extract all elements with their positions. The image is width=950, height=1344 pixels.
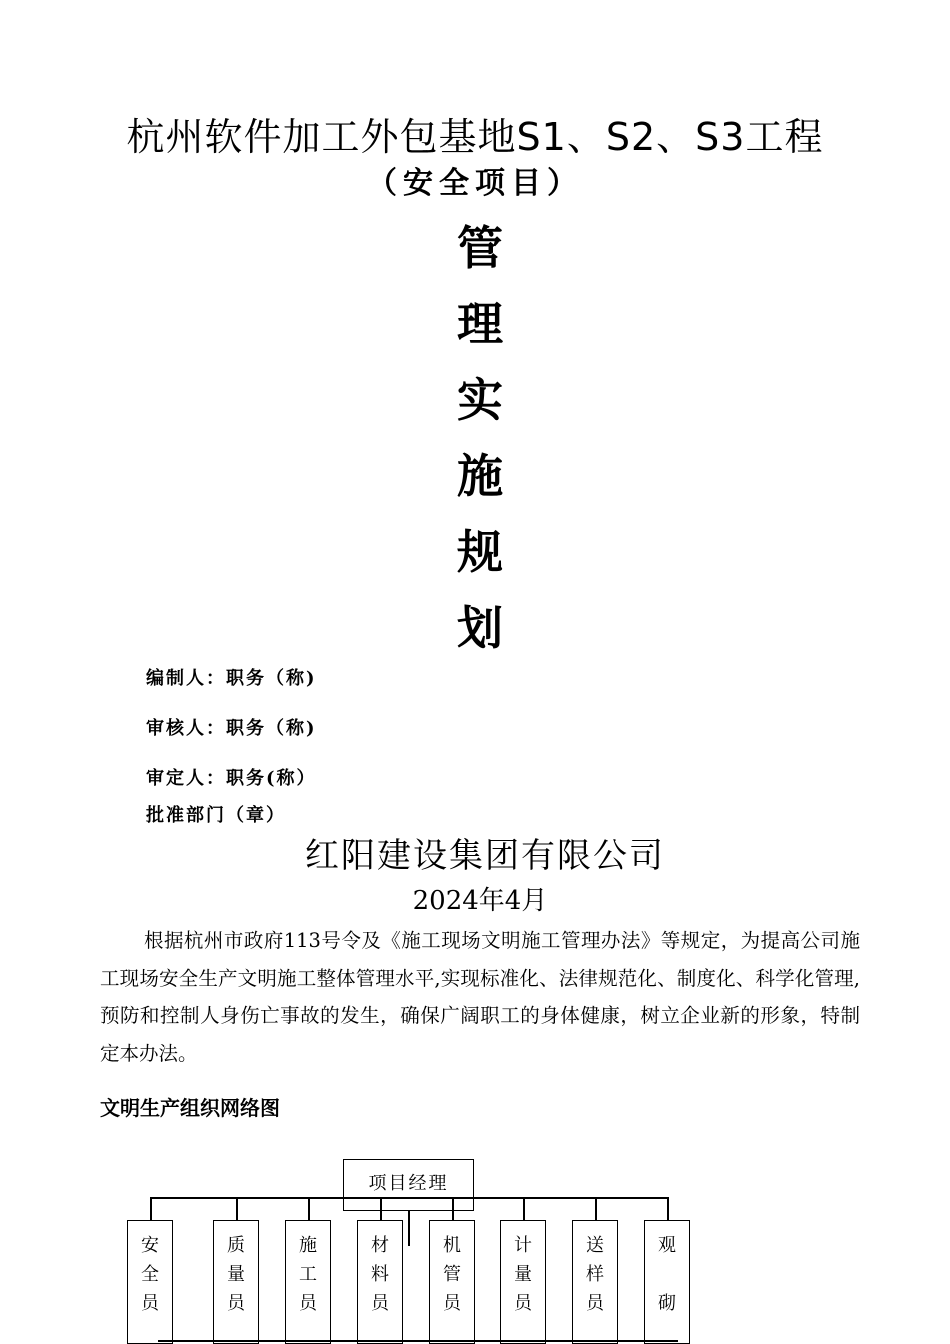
approval-dept-line: 批准部门（章） [146,805,286,826]
vertical-title-char: 施 [457,449,503,503]
org-child-box [357,1220,403,1344]
vertical-title-char: 理 [457,297,503,351]
reviewer-line: 审核人：职务（称) [146,718,317,739]
org-branch-line [452,1197,454,1220]
org-child-label: 材 料 员 [371,1235,389,1314]
org-child-label: 质 量 员 [227,1235,245,1314]
org-root-box: 项目经理 [343,1159,474,1211]
org-child-box [285,1220,331,1344]
org-branch-line [150,1197,152,1220]
compiler-line: 编制人：职务（称) [146,668,317,689]
org-child-box [429,1220,475,1344]
org-branch-line [308,1197,310,1220]
org-child-label: 施 工 员 [299,1235,317,1314]
org-branch-line [595,1197,597,1220]
org-child-box [572,1220,618,1344]
org-child-box [213,1220,259,1344]
org-branch-line [523,1197,525,1220]
org-branch-line [667,1197,669,1220]
vertical-title-char: 实 [457,373,503,427]
document-subtitle: （安全项目） [367,166,583,201]
section-heading: 文明生产组织网络图 [100,1098,280,1120]
org-child-label: 观 砌 [658,1235,676,1314]
vertical-title-char: 管 [457,221,503,275]
org-child-label: 送 样 员 [586,1235,604,1314]
org-branch-line [380,1197,382,1220]
vertical-title-char: 规 [457,525,503,579]
org-child-box [127,1220,173,1344]
org-bottom-line [158,1340,678,1342]
document-date: 2024年4月 [412,886,548,916]
org-child-box [644,1220,690,1344]
intro-paragraph: 根据杭州市政府113号令及《施工现场文明施工管理办法》等规定，为提高公司施工现场安全生产文明施工整体管理水平,实现标准化、法律规范化、制度化、科学化管理,预防和控制人身伤亡事故的发生，确保广阔职工的身体健康，树立企业新的形象，特制定本办法。 [100,929,860,1065]
org-child-label: 安 全 员 [141,1235,159,1314]
org-root-connector [408,1211,410,1246]
org-horizontal-connector [150,1197,667,1199]
approver-line: 审定人：职务(称） [146,768,317,789]
org-child-label: 计 量 员 [514,1235,532,1314]
org-child-label: 机 管 员 [443,1235,461,1314]
org-child-box [500,1220,546,1344]
vertical-title-char: 划 [457,601,503,655]
company-name: 红阳建设集团有限公司 [305,836,665,876]
org-branch-line [236,1197,238,1220]
document-title: 杭州软件加工外包基地S1、S2、S3工程 [126,115,824,159]
